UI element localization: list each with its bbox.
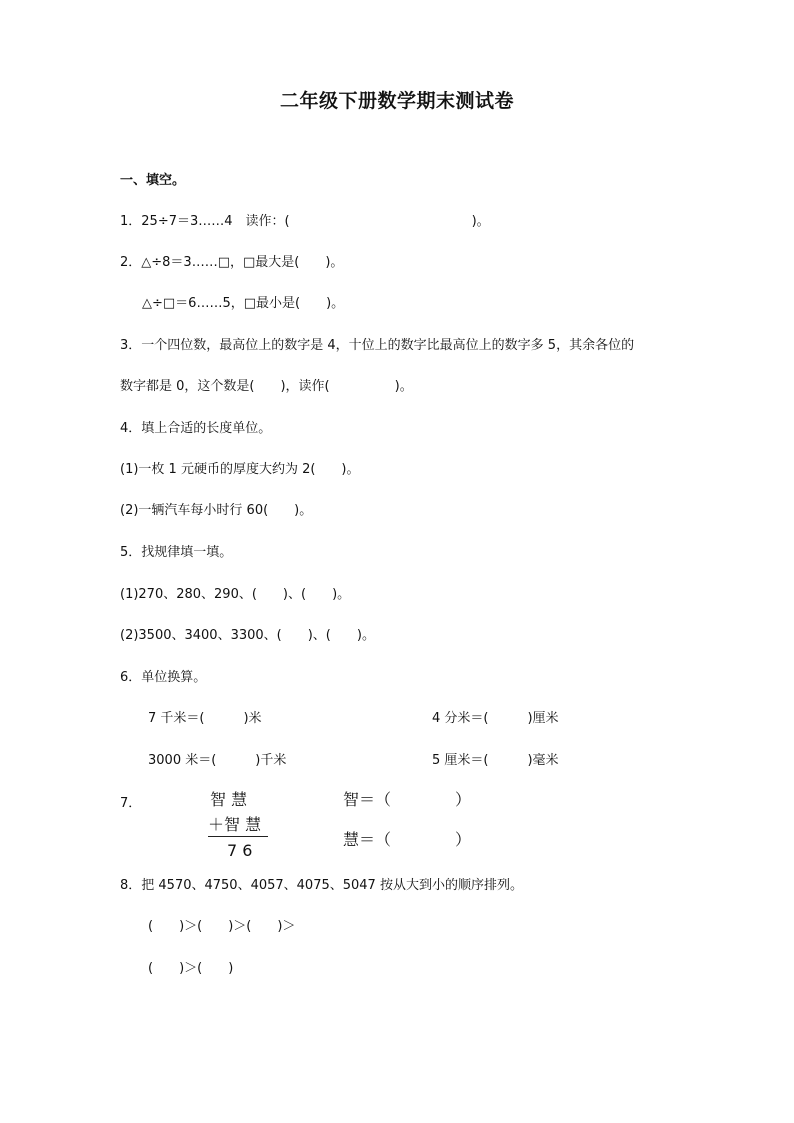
question-5-2: (2)3500、3400、3300、( )、( )。 bbox=[120, 628, 375, 643]
question-5: 5．找规律填一填。 bbox=[120, 545, 233, 560]
answer-hui: 慧＝（ ） bbox=[343, 830, 472, 849]
conversion-km: 7 千米＝( )米 bbox=[148, 711, 262, 726]
addend-1: 智 慧 bbox=[210, 790, 248, 809]
question-5-1: (1)270、280、290、( )、( )。 bbox=[120, 587, 351, 602]
ordering-row-1: ( )＞( )＞( )＞ bbox=[148, 919, 296, 934]
question-3b: 数字都是 0，这个数是( )，读作( )。 bbox=[120, 379, 413, 394]
conversion-dm: 4 分米＝( )厘米 bbox=[432, 711, 559, 726]
question-7-number: 7． bbox=[120, 796, 142, 811]
question-4-2: (2)一辆汽车每小时行 60( )。 bbox=[120, 503, 313, 518]
ordering-row-2: ( )＞( ) bbox=[148, 961, 234, 976]
question-8: 8．把 4570、4750、4057、4075、5047 按从大到小的顺序排列。 bbox=[120, 878, 523, 893]
question-4: 4．填上合适的长度单位。 bbox=[120, 421, 272, 436]
conversion-m: 3000 米＝( )千米 bbox=[148, 753, 287, 768]
question-6: 6．单位换算。 bbox=[120, 670, 207, 685]
question-4-1: (1)一枚 1 元硬币的厚度大约为 2( )。 bbox=[120, 462, 360, 477]
question-2a: 2．△÷8＝3……□，□最大是( )。 bbox=[120, 255, 344, 270]
page-title: 二年级下册数学期末测试卷 bbox=[279, 90, 514, 112]
question-3a: 3．一个四位数，最高位上的数字是 4，十位上的数字比最高位上的数字多 5，其余各位的 bbox=[120, 338, 635, 353]
addend-2: ＋智 慧 bbox=[208, 815, 262, 834]
sum-result: 7 6 bbox=[227, 841, 253, 860]
question-1: 1．25÷7＝3……4 读作：( )。 bbox=[120, 214, 490, 229]
conversion-cm: 5 厘米＝( )毫米 bbox=[432, 753, 559, 768]
question-2b: △÷□＝6……5，□最小是( )。 bbox=[142, 296, 345, 311]
sum-line bbox=[208, 836, 268, 837]
section-heading: 一、填空。 bbox=[120, 173, 186, 188]
answer-zhi: 智＝（ ） bbox=[343, 790, 472, 809]
